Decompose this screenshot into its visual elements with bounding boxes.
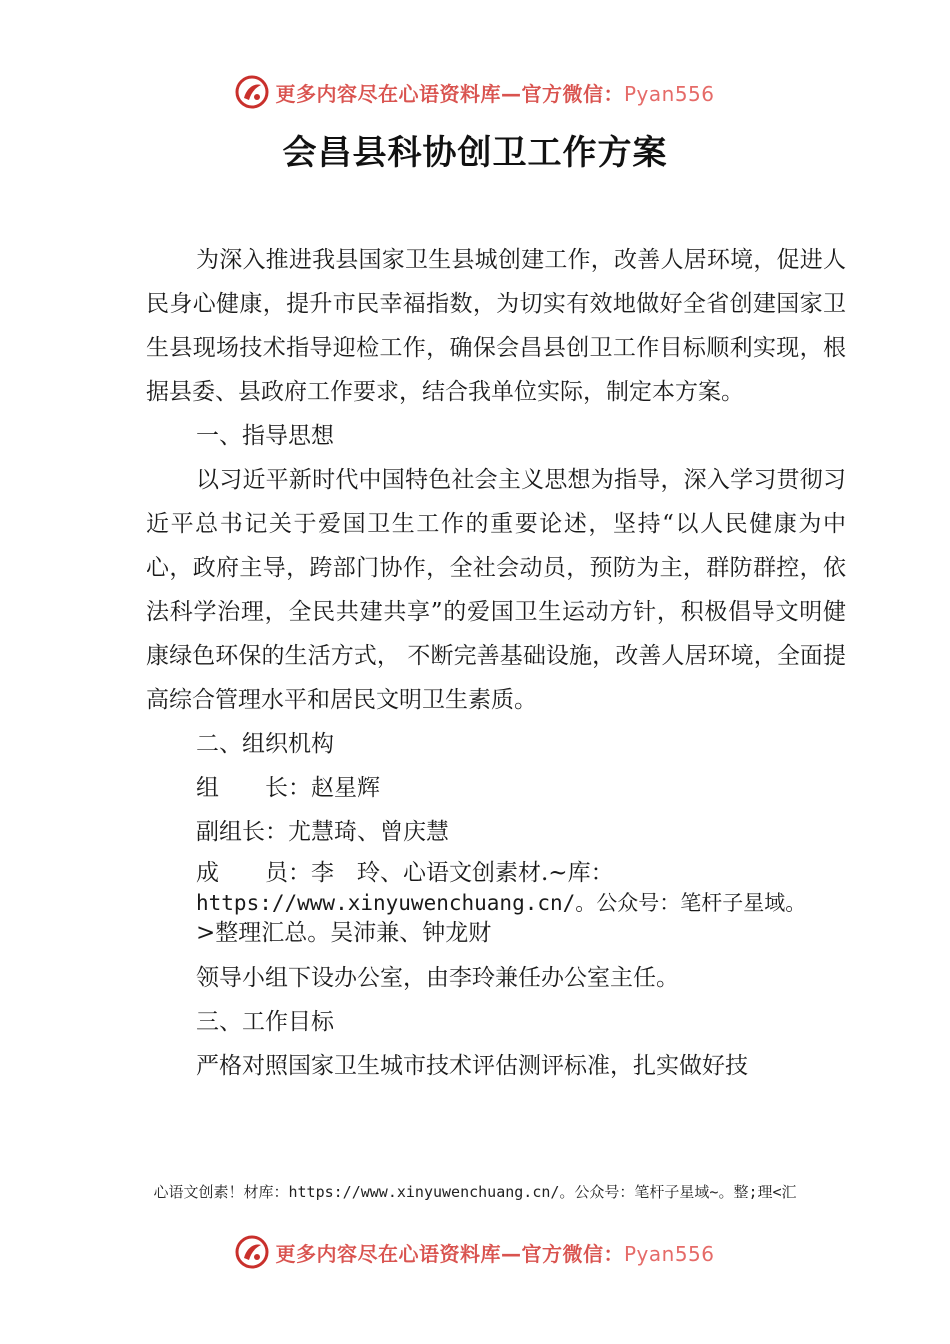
section3-paragraph: 严格对照国家卫生城市技术评估测评标准，扎实做好技 — [196, 1053, 748, 1079]
members-prefix: 成 员：李 玲、心语文创素材.~库： — [196, 860, 614, 886]
logo-icon — [235, 1235, 269, 1269]
logo-icon — [235, 75, 269, 109]
footer-banner — [0, 1230, 950, 1274]
members-url: https://www.xinyuwenchuang.cn/。公众号：笔杆子星域。 — [196, 891, 807, 915]
leader-line: 组 长：赵星辉 — [196, 775, 380, 801]
section-heading-3: 三、工作目标 — [196, 1009, 334, 1035]
footer-note: 心语文创素！材库：https://www.xinyuwenchuang.cn/。公众号：笔杆子星域~。整;理<汇 — [153, 1183, 797, 1201]
members-line — [146, 858, 846, 948]
deputy-line: 副组长：尤慧琦、曾庆慧 — [196, 819, 449, 845]
document-title: 会昌县科协创卫工作方案 — [282, 133, 668, 173]
office-note: 领导小组下设办公室，由李玲兼任办公室主任。 — [196, 965, 679, 991]
section-heading-1: 一、指导思想 — [196, 423, 334, 449]
members-suffix: >整理汇总。吴沛兼、钟龙财 — [196, 920, 492, 946]
intro-paragraph: 为深入推进我县国家卫生县城创建工作，改善人居环境，促进人民身心健康，提升市民幸福指数，为切实有效地做好全省创建国家卫生县现场技术指导迎检工作，确保会昌县创卫工作目标顺利实现，根据县委、县政府工作要求，结合我单位实际，制定本方案。 — [146, 247, 846, 405]
banner-text: 更多内容尽在心语资料库—官方微信：Pyan556 — [275, 1241, 715, 1266]
header-banner — [0, 70, 950, 114]
banner-text: 更多内容尽在心语资料库—官方微信：Pyan556 — [275, 81, 715, 106]
section-heading-2: 二、组织机构 — [196, 731, 334, 757]
section1-paragraph: 以习近平新时代中国特色社会主义思想为指导，深入学习贯彻习近平总书记关于爱国卫生工作的重要论述，坚持“以人民健康为中心，政府主导，跨部门协作，全社会动员，预防为主，群防群控，依法科学治理，全民共建共享”的爱国卫生运动方针，积极倡导文明健康绿色环保的生活方式， 不断完善基础设施，改善人居环境，全面提高综合管理水平和居民文明卫生素质。 — [146, 467, 846, 713]
document-body — [146, 238, 846, 1088]
